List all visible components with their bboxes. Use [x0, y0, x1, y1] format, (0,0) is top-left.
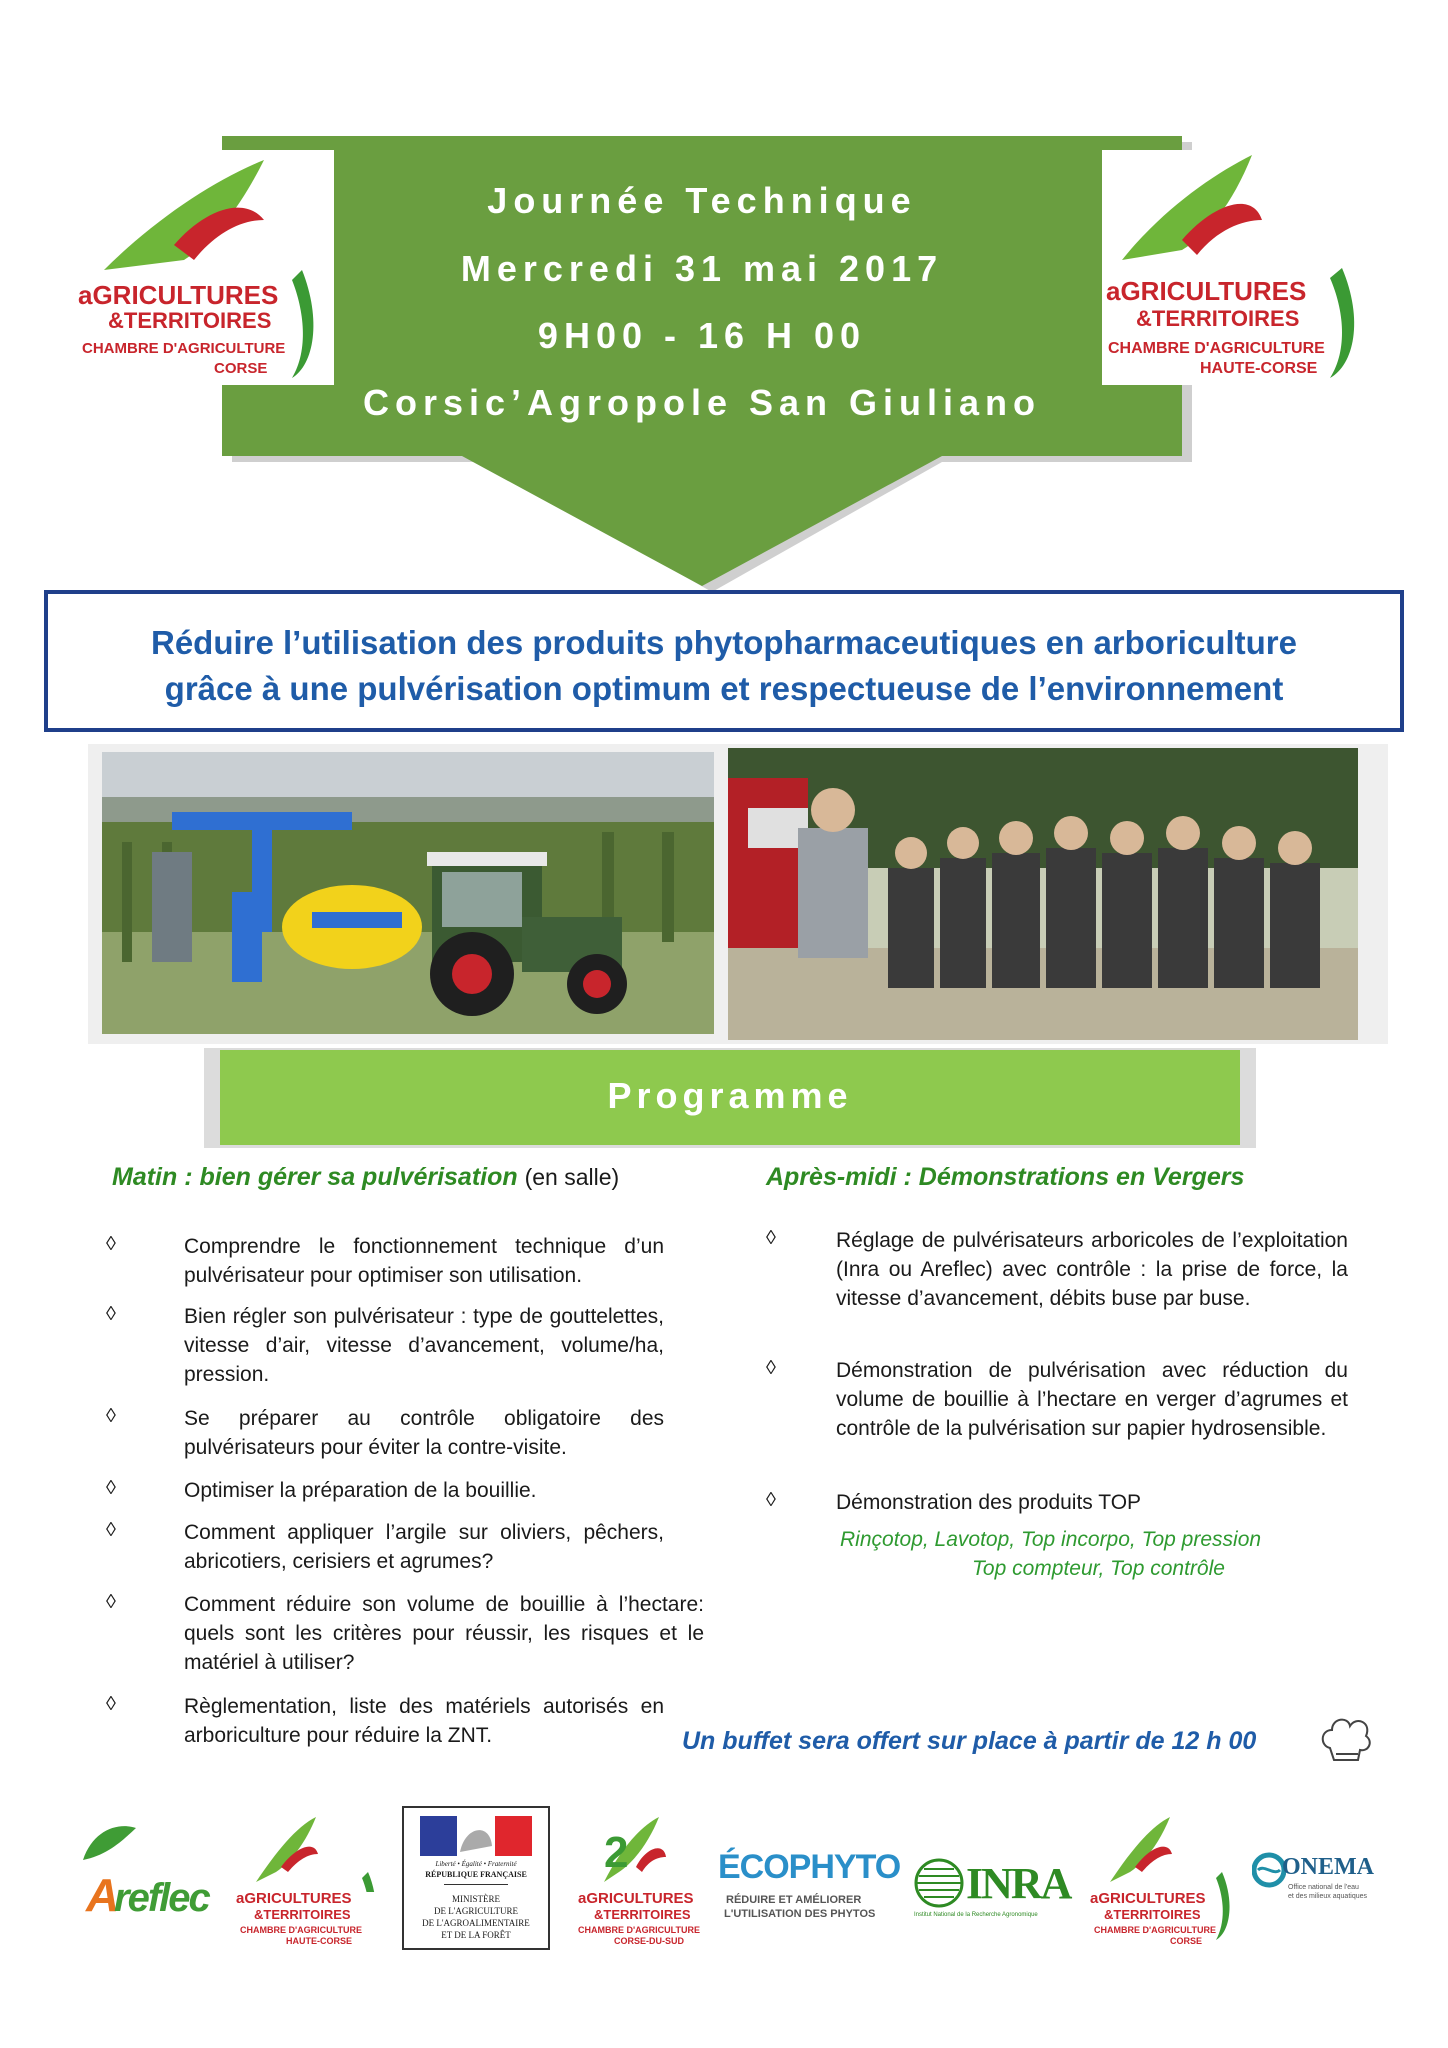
logo-text-territoires: &TERRITOIRES: [594, 1907, 691, 1922]
ecophyto-sub-2: L'UTILISATION DES PHYTOS: [724, 1908, 876, 1920]
logo-chambre-haute-corse-small: [236, 1812, 386, 1952]
logo-text-region: CORSE: [1170, 1936, 1203, 1946]
morning-item-4: Optimiser la préparation de la bouillie.: [184, 1479, 537, 1502]
title-line-2: grâce à une pulvérisation optimum et respectueuse de l’environnement: [164, 670, 1284, 707]
programme-title: Programme: [607, 1075, 853, 1116]
logo-marianne-flag: [420, 1816, 532, 1856]
onema-sub-1: Office national de l'eau: [1288, 1884, 1359, 1891]
morning-item-3: Se préparer au contrôle obligatoire des pulvérisateurs pour éviter la contre-visite.: [184, 1407, 664, 1459]
bullet-icon: ◊: [766, 1357, 776, 1379]
logo-text-territoires: &TERRITOIRES: [1104, 1907, 1201, 1922]
bullet-icon: ◊: [106, 1591, 116, 1613]
logo-areflec: [72, 1820, 222, 1940]
bullet-icon: ◊: [106, 1519, 116, 1541]
event-location: Corsic’Agropole San Giuliano: [362, 382, 1042, 423]
ministere-line-2: DE L'AGRICULTURE: [433, 1906, 519, 1916]
logo-text-chambre: CHAMBRE D'AGRICULTURE: [1108, 340, 1325, 357]
rf-name: RÉPUBLIQUE FRANÇAISE: [425, 1870, 527, 1879]
logo-areflec-a: A: [86, 1869, 120, 1921]
logo-text-chambre: CHAMBRE D'AGRICULTURE: [1094, 1925, 1216, 1935]
afternoon-item-1: Réglage de pulvérisateurs arboricoles de l’exploitation (Inra ou Areflec) avec contrôle : la prise de force, la vitesse d’avancement, débits buse par buse.: [836, 1229, 1348, 1310]
logo-text-agricultures: aGRICULTURES: [236, 1890, 352, 1907]
logo-areflec-text: reflec: [114, 1876, 209, 1920]
photo-tractor-sprayer-image: [102, 752, 714, 1034]
logo-chambre-corse-small: [1090, 1812, 1240, 1952]
logo-ministere-agriculture: [402, 1806, 550, 1950]
logo-text-agricultures: aGRICULTURES: [578, 1890, 694, 1907]
photo-group-demonstration-image: [728, 748, 1358, 1040]
logo-text-agricultures: aGRICULTURES: [78, 280, 279, 310]
photo-tractor-sprayer: [102, 752, 714, 1034]
ministere-line-1: MINISTÈRE: [452, 1894, 500, 1904]
logo-onema: [1252, 1848, 1382, 1918]
bullet-icon: ◊: [106, 1303, 116, 1325]
title-line-1: Réduire l’utilisation des produits phytopharmaceutiques en arboriculture: [150, 624, 1297, 661]
chef-hat-icon: [1318, 1708, 1374, 1766]
logo-text-region: HAUTE-CORSE: [286, 1936, 353, 1946]
morning-item-6: Comment réduire son volume de bouillie à l’hectare: quels sont les critères pour réussir, les risques et le matériel à utiliser?: [184, 1593, 704, 1674]
onema-text: ONEMA: [1282, 1854, 1374, 1880]
morning-heading-text: Matin : bien gérer sa pulvérisation: [112, 1163, 518, 1191]
logo-inra: [914, 1856, 1071, 1928]
logo-text-region: HAUTE-CORSE: [1200, 360, 1318, 377]
rf-divider: [444, 1884, 508, 1885]
logo-chambre-corse-du-sud: [574, 1812, 714, 1952]
ecophyto-sub-1: RÉDUIRE ET AMÉLIORER: [726, 1894, 862, 1906]
bullet-icon: ◊: [106, 1233, 116, 1255]
buffet-notice: Un buffet sera offert sur place à partir de 12 h 00: [682, 1727, 1257, 1755]
afternoon-item-3: Démonstration des produits TOP: [836, 1491, 1142, 1514]
logo-text-territoires: &TERRITOIRES: [108, 308, 272, 333]
logo-chambre-corse-small-mark: [1090, 1812, 1240, 1942]
bullet-icon: ◊: [766, 1227, 776, 1249]
logo-text-territoires: &TERRITOIRES: [1136, 306, 1300, 331]
morning-item-1: Comprendre le fonctionnement technique d’un pulvérisateur pour optimiser son utilisation.: [184, 1235, 664, 1287]
logo-onema-drop: [1252, 1848, 1286, 1888]
afternoon-item-2: Démonstration de pulvérisation avec réduction du volume de bouillie à l’hectare en verger d’agrumes et contrôle de la pulvérisation sur papier hydrosensible.: [836, 1359, 1348, 1440]
logo-chambre-corse: [64, 150, 334, 385]
morning-item-2: Bien régler son pulvérisateur : type de gouttelettes, vitesse d’air, vitesse d’avancement, volume/ha, pression.: [184, 1305, 664, 1386]
ecophyto-text: ÉCOPHYTO: [718, 1848, 901, 1886]
ministere-line-4: ET DE LA FORÊT: [441, 1930, 511, 1940]
top-products-line-2: Top compteur, Top contrôle: [972, 1557, 1225, 1580]
morning-item-7: Règlementation, liste des matériels autorisés en arboriculture pour réduire la ZNT.: [184, 1695, 664, 1747]
morning-heading-sub: (en salle): [524, 1164, 620, 1190]
top-products-line-1: Rinçotop, Lavotop, Top incorpo, Top pression: [840, 1528, 1262, 1551]
afternoon-heading: Après-midi : Démonstrations en Vergers: [766, 1163, 1245, 1191]
bullet-icon: ◊: [106, 1405, 116, 1427]
logo-text-territoires: &TERRITOIRES: [254, 1907, 351, 1922]
ministere-line-3: DE L'AGROALIMENTAIRE: [422, 1918, 530, 1928]
logo-text-chambre: CHAMBRE D'AGRICULTURE: [240, 1925, 362, 1935]
logo-text-chambre: CHAMBRE D'AGRICULTURE: [82, 340, 286, 357]
logo-chambre-haute-corse: [1102, 150, 1378, 385]
bullet-icon: ◊: [106, 1477, 116, 1499]
logo-text-region: CORSE-DU-SUD: [614, 1936, 685, 1946]
onema-sub-2: et des milieux aquatiques: [1288, 1893, 1367, 1900]
event-hours: 9H00 - 16 H 00: [537, 315, 867, 356]
logo-text-agricultures: aGRICULTURES: [1090, 1890, 1206, 1907]
photo-group-demonstration: [728, 748, 1358, 1040]
logo-text-agricultures: aGRICULTURES: [1106, 276, 1307, 306]
logo-chambre-haute-corse-small-mark: [236, 1812, 386, 1892]
bullet-icon: ◊: [766, 1489, 776, 1511]
logo-text-region: CORSE: [214, 360, 268, 377]
bullet-icon: ◊: [106, 1693, 116, 1715]
rf-motto: Liberté • Égalité • Fraternité: [435, 1860, 517, 1868]
svg-text:2: 2: [604, 1828, 629, 1877]
morning-item-5: Comment appliquer l’argile sur oliviers, pêchers, abricotiers, cerisiers et agrumes?: [184, 1521, 664, 1573]
morning-heading: [112, 1163, 619, 1192]
inra-text: INRA: [966, 1859, 1071, 1908]
logo-ecophyto: [712, 1846, 900, 1936]
logo-text-chambre: CHAMBRE D'AGRICULTURE: [578, 1925, 700, 1935]
title-box: [44, 590, 1404, 732]
event-date: Mercredi 31 mai 2017: [460, 248, 944, 289]
logo-inra-globe: [914, 1858, 964, 1908]
inra-sub: Institut National de la Recherche Agronomique: [914, 1912, 1038, 1918]
logo-chambre-corse-du-sud-mark: [574, 1812, 714, 1892]
event-type: Journée Technique: [487, 180, 917, 221]
